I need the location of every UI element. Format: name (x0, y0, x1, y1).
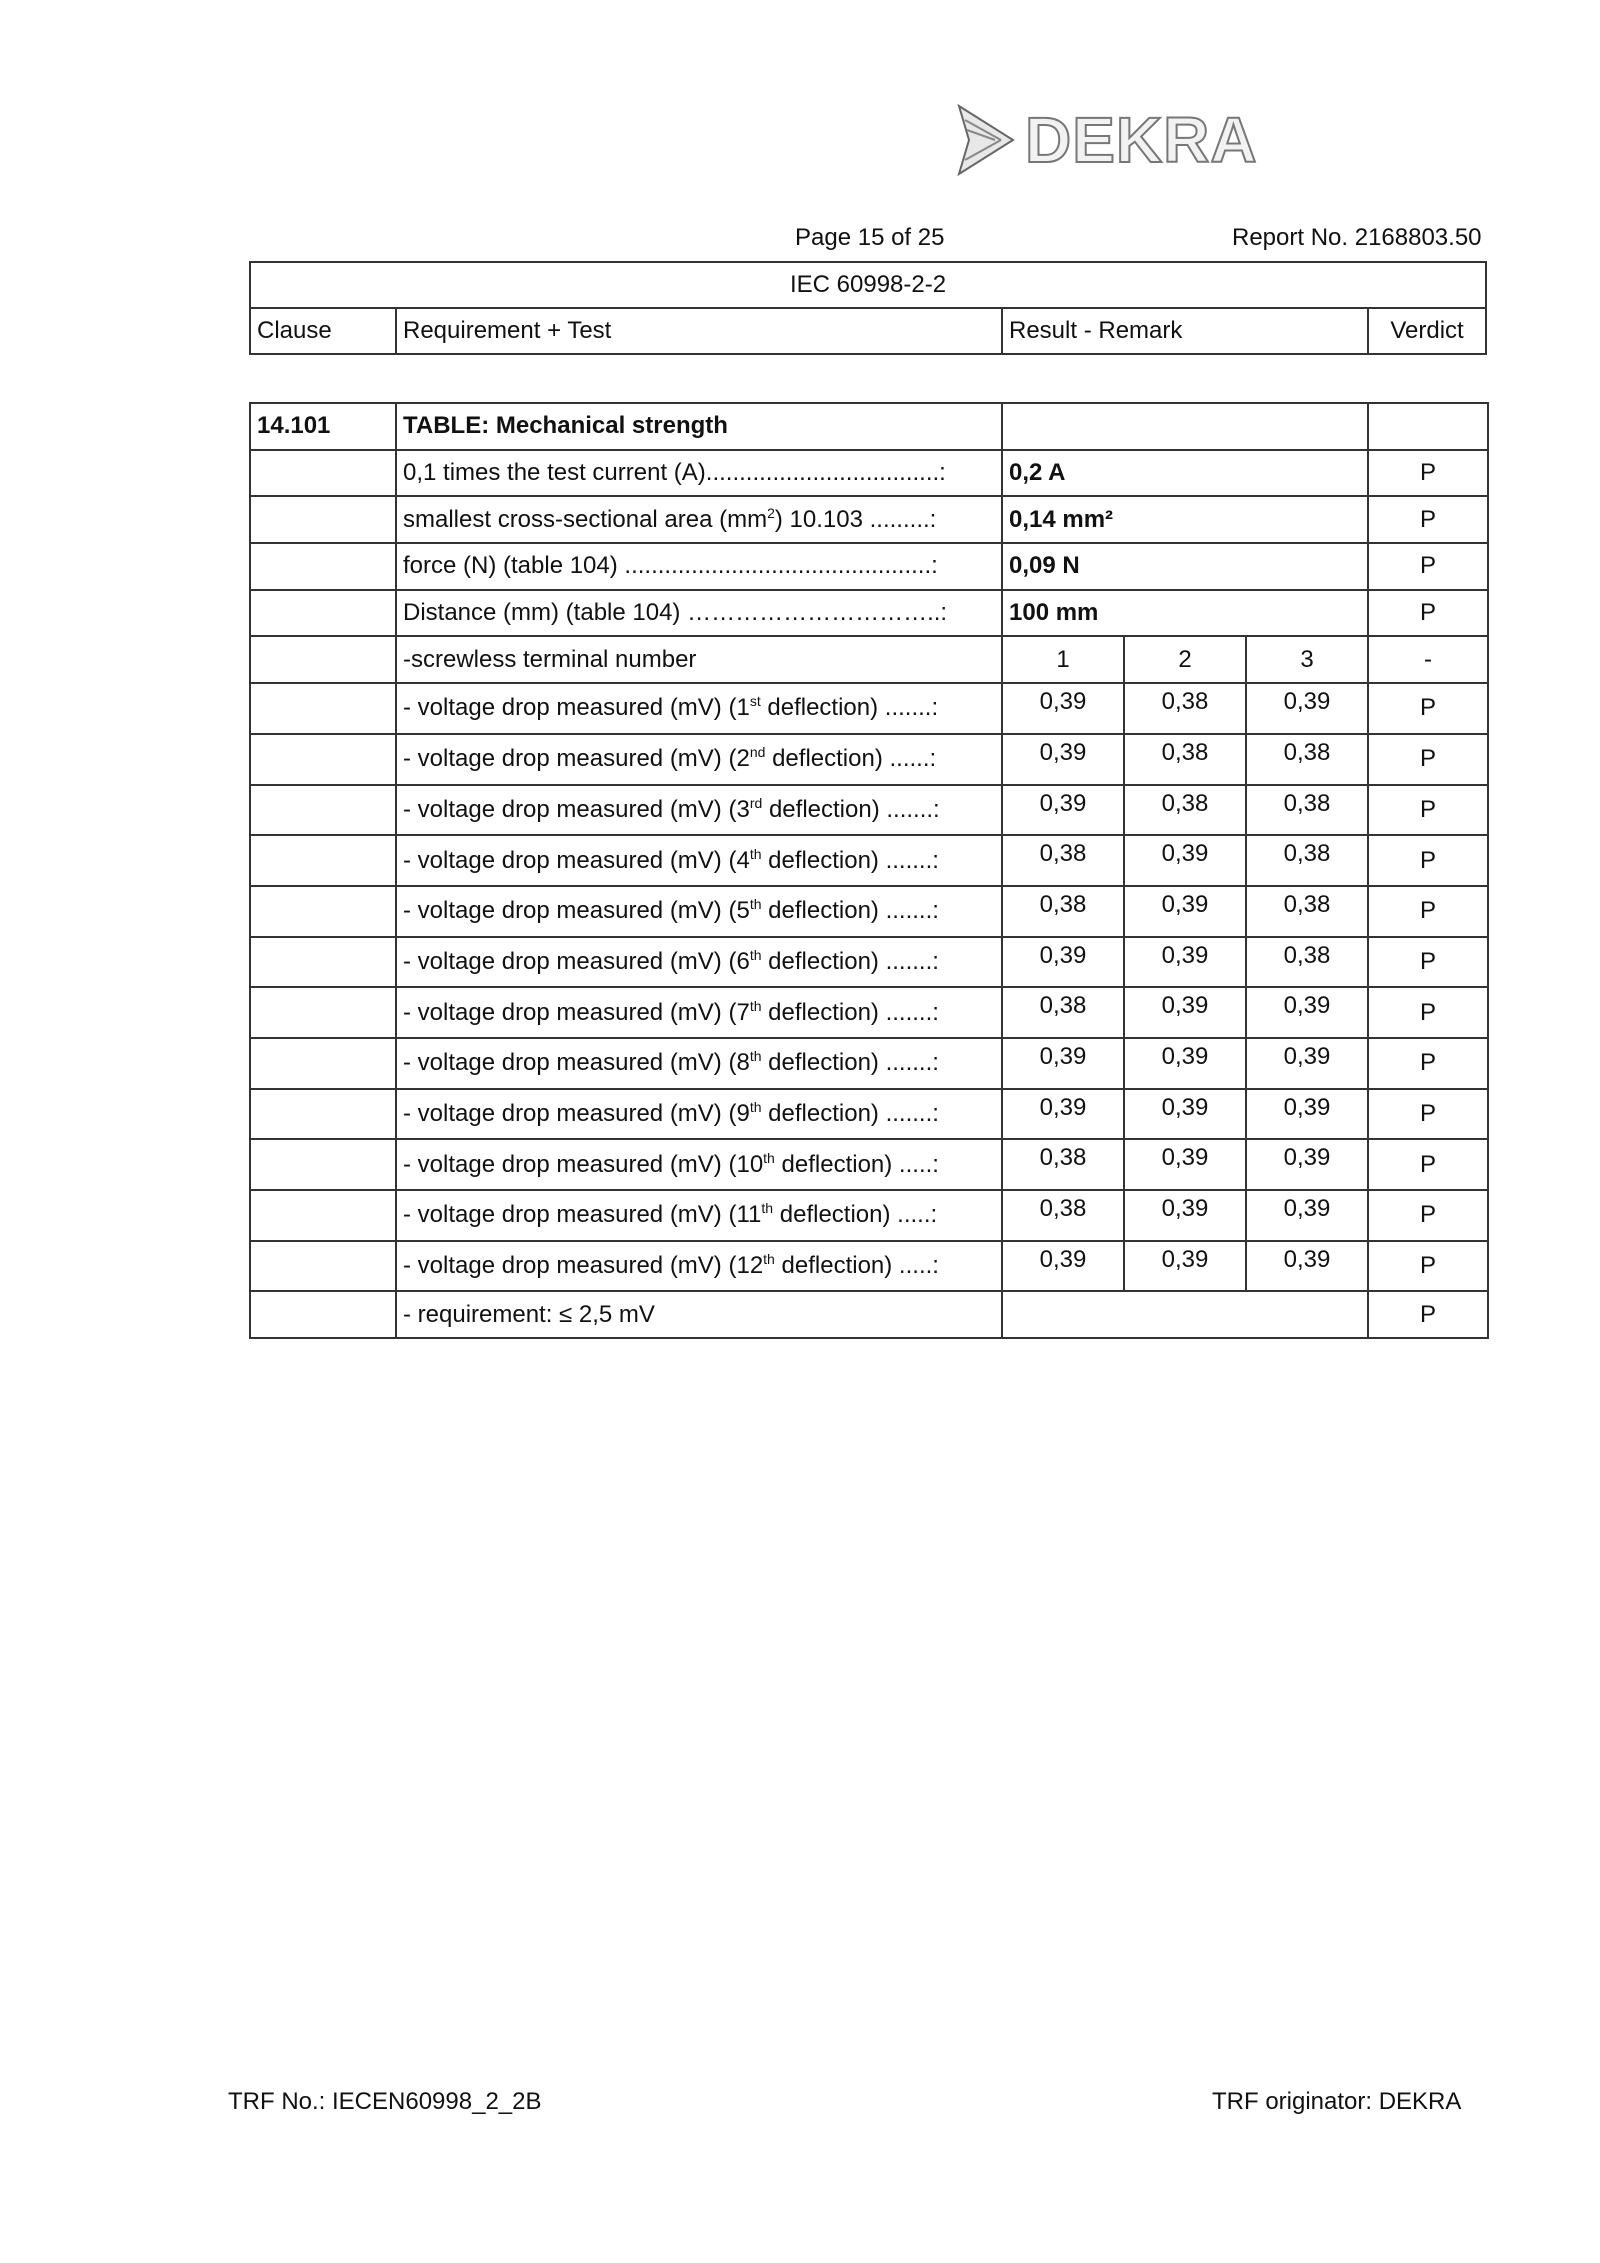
deflection-ordinal: 4 (736, 846, 750, 874)
param-label-sup: 2 (767, 504, 775, 521)
deflection-ordinal-suffix: nd (749, 744, 766, 761)
deflection-label (396, 886, 1002, 937)
deflection-verdict: P (1368, 734, 1488, 785)
deflection-row (250, 886, 1488, 937)
deflection-ordinal-suffix: th (749, 896, 762, 913)
deflection-label (396, 734, 1002, 785)
logo-text: DEKRA (1025, 104, 1258, 176)
voltage-drop-value: 0,38 (1124, 734, 1246, 785)
deflection-ordinal: 11 (736, 1201, 762, 1229)
requirement-row (250, 1291, 1488, 1338)
deflection-prefix: - voltage drop measured (mV) ( (403, 897, 737, 925)
deflection-verdict: P (1368, 937, 1488, 988)
clause-empty (250, 987, 396, 1038)
deflection-row (250, 835, 1488, 886)
clause-empty (250, 785, 396, 836)
deflection-suffix: deflection) (761, 1099, 879, 1127)
param-label-text: smallest cross-sectional area (mm (403, 505, 768, 533)
voltage-drop-value: 0,38 (1002, 835, 1124, 886)
deflection-ordinal-suffix: th (749, 1048, 762, 1065)
deflection-prefix: - voltage drop measured (mV) ( (403, 795, 737, 823)
voltage-drop-value: 0,39 (1246, 1038, 1368, 1089)
clause-empty (250, 683, 396, 734)
column-header-row (250, 308, 1486, 354)
deflection-ordinal-suffix: rd (749, 794, 763, 811)
deflection-label (396, 1139, 1002, 1190)
deflection-row (250, 987, 1488, 1038)
voltage-drop-value: 0,38 (1124, 683, 1246, 734)
deflection-row (250, 1139, 1488, 1190)
dot-leader: …………………………..: (680, 599, 948, 627)
voltage-drop-value: 0,39 (1124, 1190, 1246, 1241)
deflection-label (396, 835, 1002, 886)
deflection-label (396, 1241, 1002, 1292)
voltage-drop-value: 0,39 (1246, 1089, 1368, 1140)
dot-leader: ..............................................: (617, 552, 938, 580)
terminal-number: 1 (1002, 636, 1124, 683)
deflection-verdict: P (1368, 785, 1488, 836)
deflection-suffix: deflection) (773, 1201, 891, 1229)
clause-empty (250, 1139, 396, 1190)
voltage-drop-value: 0,38 (1002, 987, 1124, 1038)
terminal-number: 2 (1124, 636, 1246, 683)
requirement-result-empty (1002, 1291, 1368, 1338)
deflection-ordinal: 6 (736, 947, 750, 975)
deflection-verdict: P (1368, 1190, 1488, 1241)
deflection-row (250, 1241, 1488, 1292)
voltage-drop-value: 0,39 (1246, 1190, 1368, 1241)
deflection-ordinal: 2 (736, 745, 750, 773)
terminal-number: 3 (1246, 636, 1368, 683)
clause-empty (250, 1241, 396, 1292)
standard-row (250, 262, 1486, 308)
deflection-prefix: - voltage drop measured (mV) ( (403, 694, 737, 722)
param-verdict: P (1368, 590, 1488, 637)
mechanical-strength-table (249, 402, 1489, 1339)
voltage-drop-value: 0,38 (1246, 785, 1368, 836)
deflection-verdict: P (1368, 683, 1488, 734)
voltage-drop-value: 0,39 (1246, 987, 1368, 1038)
clause-empty (250, 496, 396, 543)
param-row (250, 543, 1488, 590)
clause-empty (250, 886, 396, 937)
terminal-verdict: - (1368, 636, 1488, 683)
voltage-drop-value: 0,38 (1002, 1139, 1124, 1190)
deflection-row (250, 937, 1488, 988)
param-verdict: P (1368, 450, 1488, 497)
deflection-ordinal-suffix: th (763, 1149, 775, 1166)
deflection-ordinal-suffix: th (749, 997, 762, 1014)
dot-leader: .......: (878, 846, 939, 874)
clause-empty (250, 636, 396, 683)
deflection-row (250, 1190, 1488, 1241)
voltage-drop-value: 0,39 (1002, 734, 1124, 785)
dot-leader: .......: (878, 947, 939, 975)
deflection-ordinal: 7 (736, 998, 750, 1026)
deflection-prefix: - voltage drop measured (mV) ( (403, 1099, 737, 1127)
voltage-drop-value: 0,38 (1246, 835, 1368, 886)
deflection-ordinal-suffix: th (749, 845, 762, 862)
voltage-drop-value: 0,39 (1246, 1139, 1368, 1190)
dot-leader: .......: (878, 694, 939, 722)
deflection-row (250, 734, 1488, 785)
param-label (396, 496, 1002, 543)
clause-empty (250, 1190, 396, 1241)
param-value: 0,09 N (1002, 543, 1368, 590)
voltage-drop-value: 0,39 (1002, 937, 1124, 988)
deflection-ordinal: 9 (736, 1099, 750, 1127)
clause-empty (250, 734, 396, 785)
table-title-row (250, 403, 1488, 450)
page-number: Page 15 of 25 (795, 224, 945, 251)
deflection-ordinal: 1 (736, 694, 750, 722)
voltage-drop-value: 0,38 (1246, 937, 1368, 988)
deflection-ordinal: 5 (736, 897, 750, 925)
param-label-text: 0,1 times the test current (A) (403, 459, 706, 487)
col-header-result: Result - Remark (1002, 308, 1368, 354)
standard-title: IEC 60998-2-2 (250, 262, 1486, 308)
deflection-verdict: P (1368, 1241, 1488, 1292)
dot-leader: .........: (862, 505, 937, 533)
deflection-ordinal: 10 (736, 1150, 764, 1178)
deflection-prefix: - voltage drop measured (mV) ( (403, 1049, 737, 1077)
clause-empty (250, 450, 396, 497)
dot-leader: .......: (878, 1049, 939, 1077)
voltage-drop-value: 0,39 (1002, 785, 1124, 836)
deflection-suffix: deflection) (761, 1049, 879, 1077)
clause-empty (250, 937, 396, 988)
deflection-label (396, 1190, 1002, 1241)
header-table (249, 261, 1487, 355)
deflection-ordinal-suffix: th (749, 946, 762, 963)
voltage-drop-value: 0,38 (1246, 886, 1368, 937)
terminal-number-row (250, 636, 1488, 683)
deflection-label (396, 1038, 1002, 1089)
deflection-verdict: P (1368, 987, 1488, 1038)
trf-originator: TRF originator: DEKRA (1212, 2088, 1462, 2115)
deflection-verdict: P (1368, 835, 1488, 886)
deflection-ordinal: 8 (736, 1049, 750, 1077)
voltage-drop-value: 0,39 (1124, 1241, 1246, 1292)
voltage-drop-value: 0,39 (1002, 1089, 1124, 1140)
voltage-drop-value: 0,39 (1124, 937, 1246, 988)
requirement-label: - requirement: ≤ 2,5 mV (396, 1291, 1002, 1338)
dot-leader: ......: (882, 745, 937, 773)
dot-leader: .......: (878, 1099, 939, 1127)
deflection-suffix: deflection) (762, 795, 880, 823)
dot-leader: ...................................: (705, 459, 946, 487)
deflection-suffix: deflection) (761, 947, 879, 975)
deflection-suffix: deflection) (765, 745, 883, 773)
param-verdict: P (1368, 543, 1488, 590)
deflection-suffix: deflection) (761, 846, 879, 874)
voltage-drop-value: 0,38 (1002, 1190, 1124, 1241)
deflection-suffix: deflection) (761, 897, 879, 925)
voltage-drop-value: 0,39 (1124, 886, 1246, 937)
param-row (250, 496, 1488, 543)
dot-leader: .....: (892, 1150, 939, 1178)
deflection-ordinal-suffix: th (761, 1200, 774, 1217)
deflection-verdict: P (1368, 1089, 1488, 1140)
voltage-drop-value: 0,38 (1246, 734, 1368, 785)
col-header-requirement: Requirement + Test (396, 308, 1002, 354)
param-row (250, 450, 1488, 497)
clause-empty (250, 835, 396, 886)
dot-leader: .....: (892, 1252, 939, 1280)
deflection-row (250, 1089, 1488, 1140)
deflection-prefix: - voltage drop measured (mV) ( (403, 745, 737, 773)
voltage-drop-value: 0,39 (1124, 987, 1246, 1038)
deflection-ordinal: 3 (736, 795, 750, 823)
param-label (396, 543, 1002, 590)
voltage-drop-value: 0,39 (1002, 1241, 1124, 1292)
dekra-arrow-icon (955, 100, 1017, 180)
table-title: TABLE: Mechanical strength (396, 403, 1002, 450)
clause-empty (250, 1291, 396, 1338)
deflection-prefix: - voltage drop measured (mV) ( (403, 846, 737, 874)
deflection-prefix: - voltage drop measured (mV) ( (403, 1201, 737, 1229)
param-label-text: force (N) (table 104) (403, 552, 618, 580)
trf-number: TRF No.: IECEN60998_2_2B (228, 2088, 542, 2115)
title-verdict-empty (1368, 403, 1488, 450)
deflection-label (396, 987, 1002, 1038)
deflection-verdict: P (1368, 1038, 1488, 1089)
deflection-prefix: - voltage drop measured (mV) ( (403, 947, 737, 975)
dot-leader: .......: (878, 998, 939, 1026)
clause-empty (250, 590, 396, 637)
deflection-row (250, 1038, 1488, 1089)
deflection-verdict: P (1368, 1139, 1488, 1190)
deflection-suffix: deflection) (774, 1252, 893, 1280)
deflection-verdict: P (1368, 886, 1488, 937)
voltage-drop-value: 0,39 (1246, 1241, 1368, 1292)
deflection-prefix: - voltage drop measured (mV) ( (403, 998, 737, 1026)
voltage-drop-value: 0,39 (1002, 1038, 1124, 1089)
param-label-text: ) 10.103 (774, 505, 863, 533)
clause-empty (250, 1038, 396, 1089)
deflection-prefix: - voltage drop measured (mV) ( (403, 1150, 737, 1178)
dot-leader: .....: (890, 1201, 938, 1229)
param-value: 0,14 mm² (1002, 496, 1368, 543)
deflection-label (396, 937, 1002, 988)
col-header-clause: Clause (250, 308, 396, 354)
voltage-drop-value: 0,39 (1124, 1089, 1246, 1140)
deflection-label (396, 683, 1002, 734)
param-row (250, 590, 1488, 637)
deflection-ordinal: 12 (736, 1252, 764, 1280)
deflection-row (250, 785, 1488, 836)
voltage-drop-value: 0,38 (1002, 886, 1124, 937)
clause-empty (250, 1089, 396, 1140)
clause-empty (250, 543, 396, 590)
deflection-suffix: deflection) (761, 998, 879, 1026)
param-label (396, 590, 1002, 637)
param-value: 0,2 A (1002, 450, 1368, 497)
dot-leader: .......: (879, 795, 940, 823)
clause-number: 14.101 (250, 403, 396, 450)
report-number: Report No. 2168803.50 (1232, 224, 1482, 251)
deflection-ordinal-suffix: th (749, 1098, 762, 1115)
deflection-label (396, 1089, 1002, 1140)
deflection-ordinal-suffix: th (763, 1251, 775, 1268)
col-header-verdict: Verdict (1368, 308, 1486, 354)
voltage-drop-value: 0,38 (1124, 785, 1246, 836)
deflection-row (250, 683, 1488, 734)
param-label (396, 450, 1002, 497)
voltage-drop-value: 0,39 (1124, 1038, 1246, 1089)
voltage-drop-value: 0,39 (1002, 683, 1124, 734)
deflection-suffix: deflection) (774, 1150, 893, 1178)
deflection-label (396, 785, 1002, 836)
deflection-suffix: deflection) (760, 694, 879, 722)
param-verdict: P (1368, 496, 1488, 543)
deflection-ordinal-suffix: st (749, 693, 761, 710)
param-value: 100 mm (1002, 590, 1368, 637)
terminal-label: -screwless terminal number (396, 636, 1002, 683)
dot-leader: .......: (878, 897, 939, 925)
voltage-drop-value: 0,39 (1124, 1139, 1246, 1190)
deflection-prefix: - voltage drop measured (mV) ( (403, 1252, 737, 1280)
voltage-drop-value: 0,39 (1246, 683, 1368, 734)
param-label-text: Distance (mm) (table 104) (403, 599, 681, 627)
requirement-verdict: P (1368, 1291, 1488, 1338)
dekra-logo (955, 100, 1258, 180)
voltage-drop-value: 0,39 (1124, 835, 1246, 886)
title-result-empty (1002, 403, 1368, 450)
